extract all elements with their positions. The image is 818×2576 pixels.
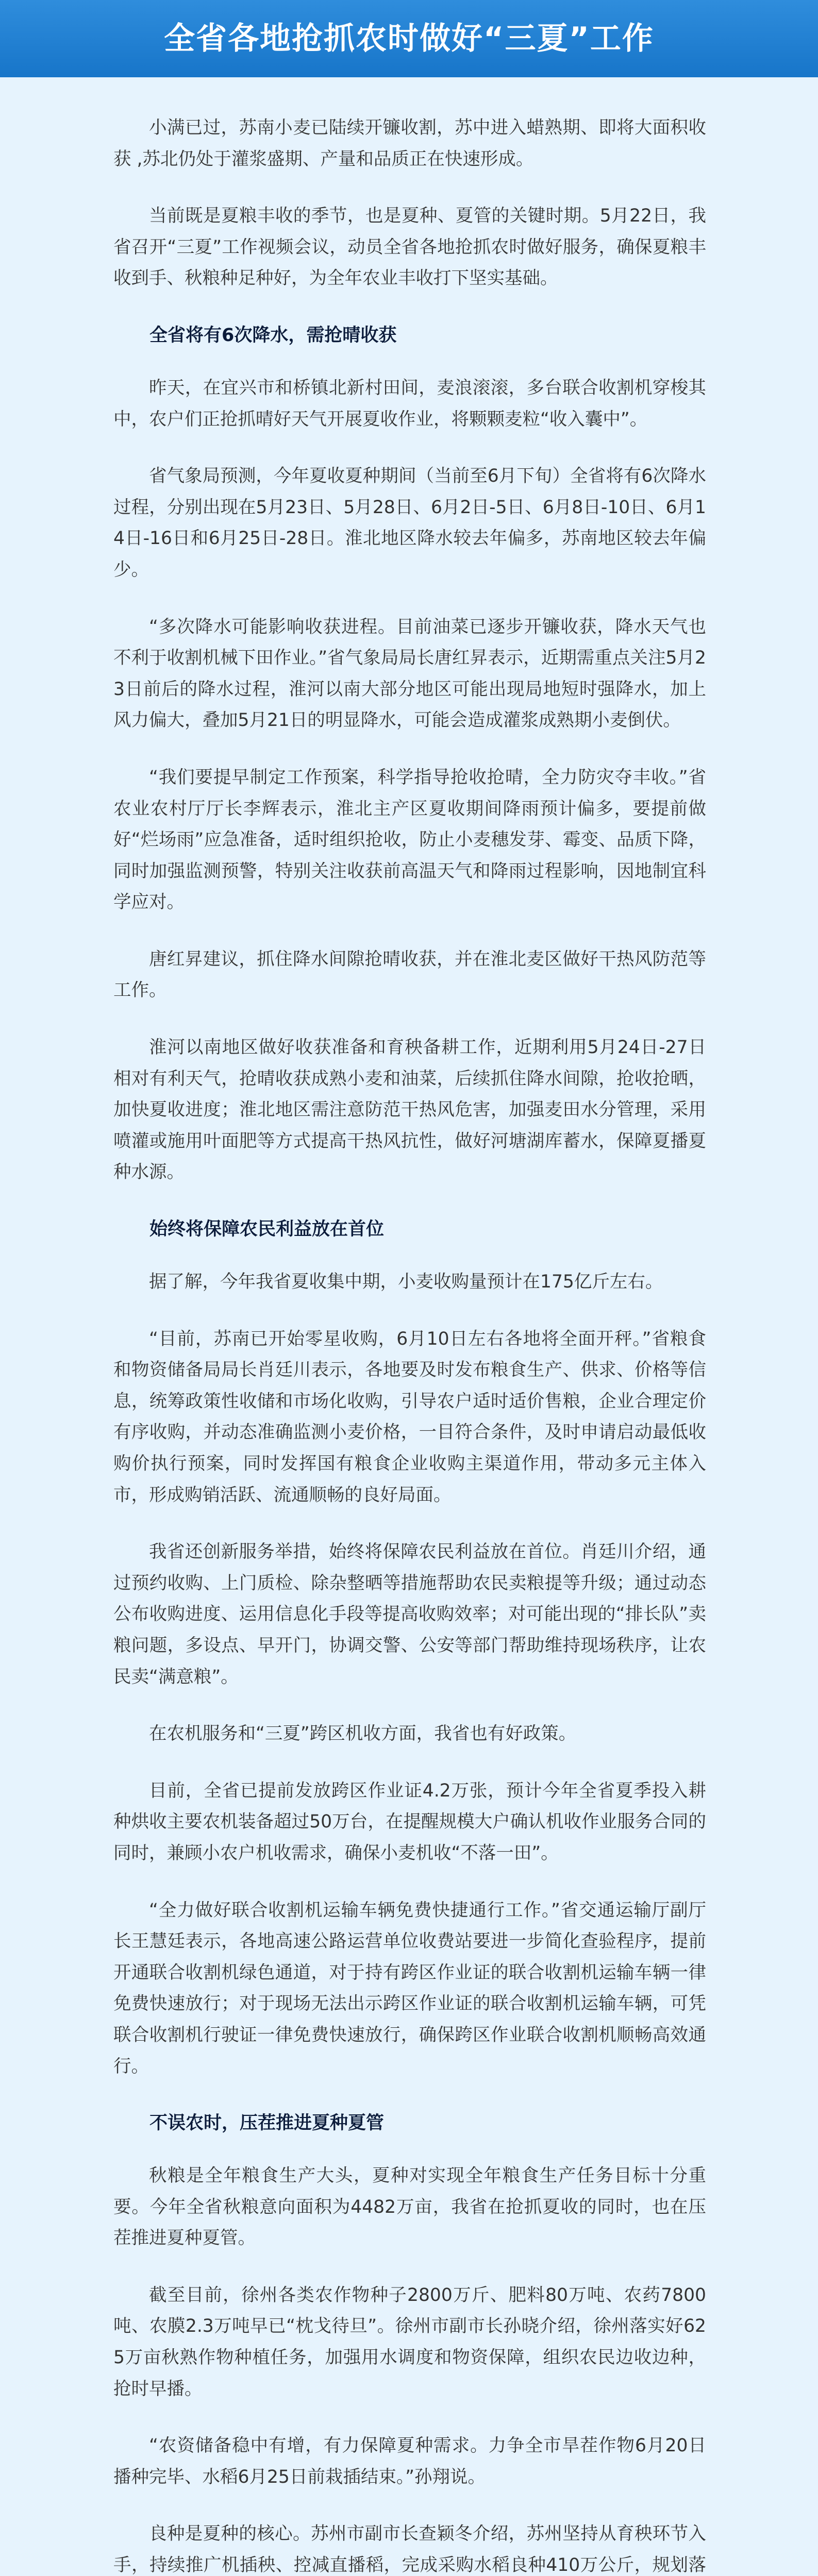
body-paragraph: 良种是夏种的核心。苏州市副市长查颖冬介绍，苏州坚持从育秧环节入手，持续推广机插秧、控减直播稻，完成采购水稻良种410万公斤，规划落 bbox=[113, 2523, 706, 2576]
section-heading: 全省将有6次降水，需抢晴收获 bbox=[149, 325, 397, 346]
body-paragraph: 昨天，在宜兴市和桥镇北新村田间，麦浪滚滚，多台联合收割机穿梭其中，农户们正抢抓晴好天气开展夏收作业，将颗颗麦粒“收入囊中”。 bbox=[113, 377, 706, 430]
body-paragraph: “多次降水可能影响收获进程。目前油菜已逐步开镰收获，降水天气也不利于收割机械下田作业。”省气象局局长唐红昇表示，近期需重点关注5月23日前后的降水过程，淮河以南大部分地区可能出现局地短时强降水，加上风力偏大，叠加5月21日的明显降水，可能会造成灌浆成熟期小麦倒伏。 bbox=[113, 616, 706, 731]
body-paragraph: 目前，全省已提前发放跨区作业证4.2万张，预计今年全省夏季投入耕种烘收主要农机装备超过50万台，在提醒规模大户确认机收作业服务合同的同时，兼顾小农户机收需求，确保小麦机收“不落一田”。 bbox=[113, 1780, 706, 1863]
body-paragraph: “我们要提早制定工作预案，科学指导抢收抢晴，全力防灾夺丰收。”省农业农村厅厅长李辉表示，淮北主产区夏收期间降雨预计偏多，要提前做好“烂场雨”应急准备，适时组织抢收，防止小麦穗发芽、霉变、品质下降，同时加强监测预警，特别关注收获前高温天气和降雨过程影响，因地制宜科学应对。 bbox=[113, 767, 706, 913]
body-paragraph: “全力做好联合收割机运输车辆免费快捷通行工作。”省交通运输厅副厅长王慧廷表示，各地高速公路运营单位收费站要进一步简化查验程序，提前开通联合收割机绿色通道，对于持有跨区作业证的联合收割机运输车辆一律免费快速放行；对于现场无法出示跨区作业证的联合收割机运输车辆，可凭联合收割机行驶证一律免费快速放行，确保跨区作业联合收割机顺畅高效通行。 bbox=[113, 1900, 706, 2077]
intro-paragraph: 小满已过，苏南小麦已陆续开镰收割，苏中进入蜡熟期、即将大面积收获 ,苏北仍处于灌浆盛期、产量和品质正在快速形成。 bbox=[113, 117, 706, 170]
body-paragraph: 截至目前，徐州各类农作物种子2800万斤、肥料80万吨、农药7800吨、农膜2.3万吨早已“枕戈待旦”。徐州市副市长孙晓介绍，徐州落实好625万亩秋熟作物种植任务，加强用水调度和物资保障，组织农民边收边种，抢时早播。 bbox=[113, 2284, 706, 2399]
section-heading: 不误农时，压茬推进夏种夏管 bbox=[149, 2113, 385, 2134]
body-paragraph: 省气象局预测，今年夏收夏种期间（当前至6月下旬）全省将有6次降水过程，分别出现在5月23日、5月28日、6月2日-5日、6月8日-10日、6月14日-16日和6月25日-28日。淮北地区降水较去年偏多，苏南地区较去年偏少。 bbox=[113, 466, 706, 580]
body-paragraph: 唐红昇建议，抓住降水间隙抢晴收获，并在淮北麦区做好干热风防范等工作。 bbox=[113, 948, 706, 1001]
article-title: 全省各地抢抓农时做好“三夏”工作 bbox=[0, 0, 818, 77]
body-paragraph: “农资储备稳中有增，有力保障夏种需求。力争全市旱茬作物6月20日播种完毕、水稻6月25日前栽插结束。”孙翔说。 bbox=[113, 2435, 706, 2487]
body-paragraph: 秋粮是全年粮食生产大头，夏种对实现全年粮食生产任务目标十分重要。今年全省秋粮意向面积为4482万亩，我省在抢抓夏收的同时，也在压茬推进夏种夏管。 bbox=[113, 2165, 706, 2249]
body-paragraph: 在农机服务和“三夏”跨区机收方面，我省也有好政策。 bbox=[149, 1723, 577, 1744]
section-heading: 始终将保障农民利益放在首位 bbox=[149, 1219, 385, 1240]
article-body bbox=[113, 112, 706, 2576]
body-paragraph: “目前，苏南已开始零星收购，6月10日左右各地将全面开秤。”省粮食和物资储备局局长肖廷川表示，各地要及时发布粮食生产、供求、价格等信息，统筹政策性收储和市场化收购，引导农户适时适价售粮，企业合理定价有序收购，并动态准确监测小麦价格，一目符合条件，及时申请启动最低收购价执行预案，同时发挥国有粮食企业收购主渠道作用，带动多元主体入市，形成购销活跃、流通顺畅的良好局面。 bbox=[113, 1328, 706, 1505]
body-paragraph: 淮河以南地区做好收获准备和育秧备耕工作，近期利用5月24日-27日相对有利天气，抢晴收获成熟小麦和油菜，后续抓住降水间隙，抢收抢晒，加快夏收进度；淮北地区需注意防范干热风危害，加强麦田水分管理，采用喷灌或施用叶面肥等方式提高干热风抗性，做好河塘湖库蓄水，保障夏播夏种水源。 bbox=[113, 1037, 706, 1183]
intro-paragraph: 当前既是夏粮丰收的季节，也是夏种、夏管的关键时期。5月22日，我省召开“三夏”工作视频会议，动员全省各地抢抓农时做好服务，确保夏粮丰收到手、秋粮种足种好，为全年农业丰收打下坚实基础。 bbox=[113, 206, 706, 289]
body-paragraph: 我省还创新服务举措，始终将保障农民利益放在首位。肖廷川介绍，通过预约收购、上门质检、除杂整晒等措施帮助农民卖粮提等升级；通过动态公布收购进度、运用信息化手段等提高收购效率；对可能出现的“排长队”卖粮问题，多设点、早开门，协调交警、公安等部门帮助维持现场秩序，让农民卖“满意粮”。 bbox=[113, 1541, 706, 1687]
body-paragraph: 据了解，今年我省夏收集中期，小麦收购量预计在175亿斤左右。 bbox=[149, 1272, 663, 1293]
